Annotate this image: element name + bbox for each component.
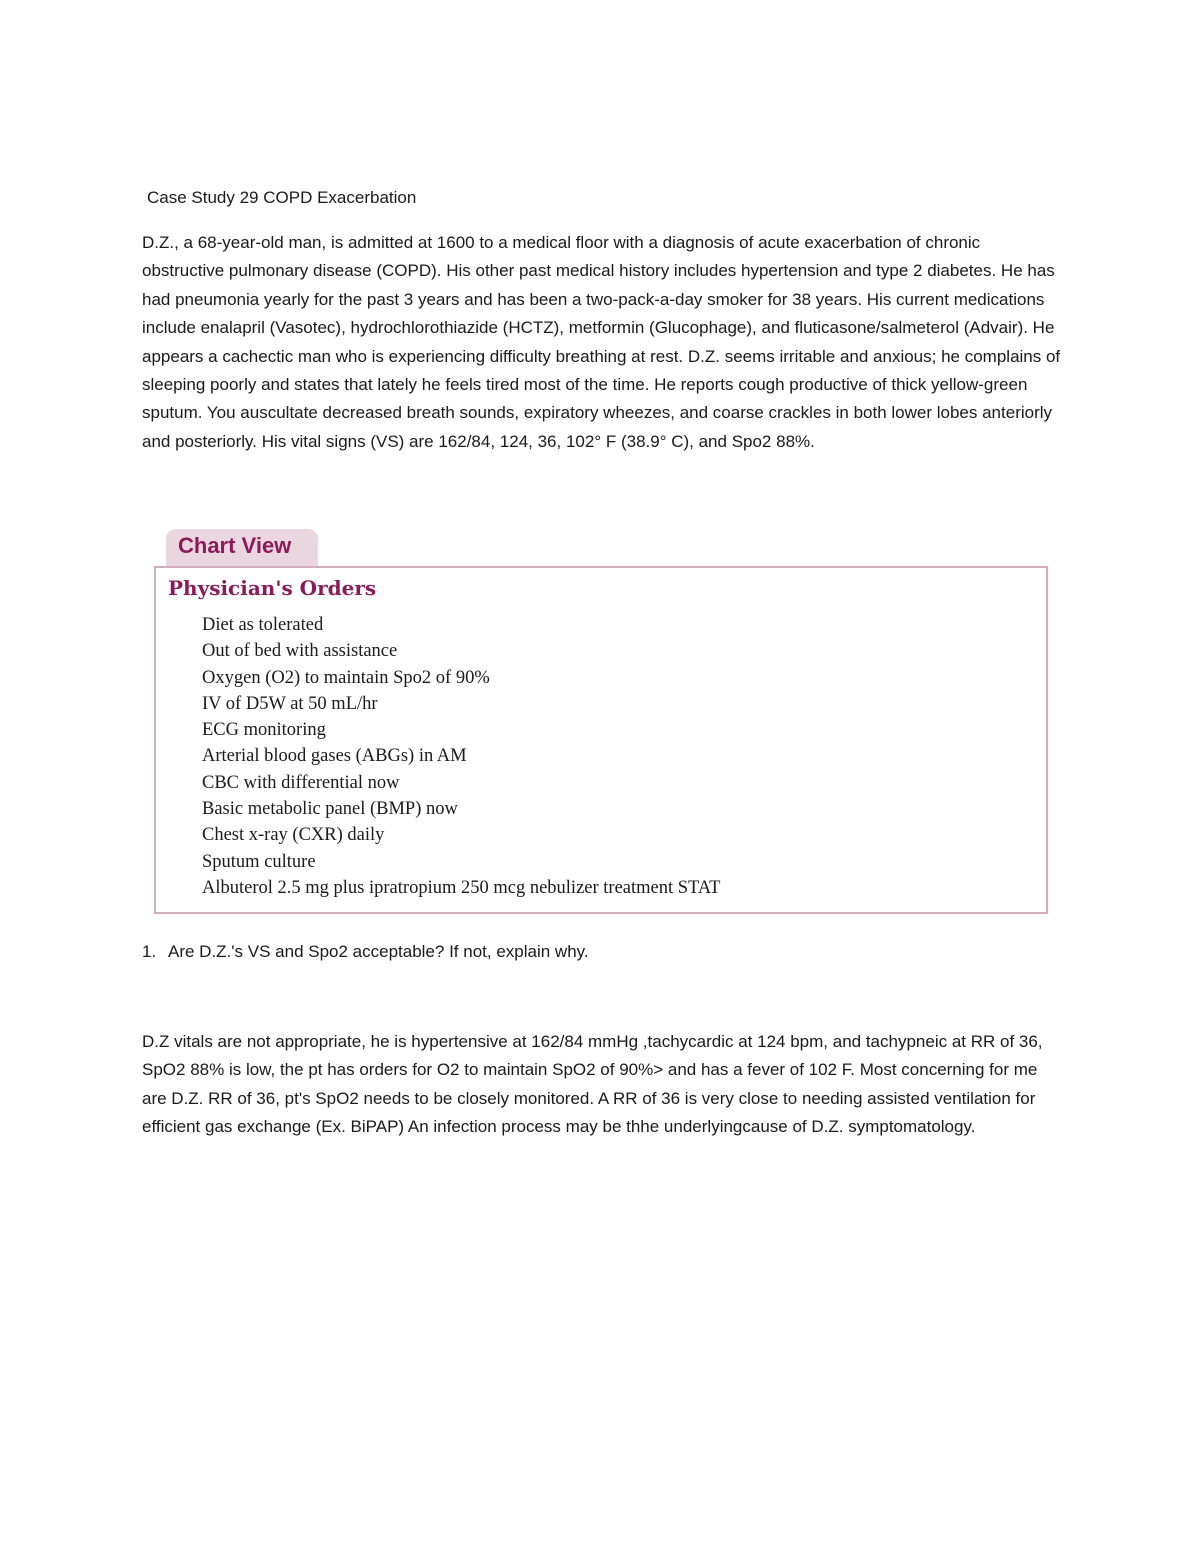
chart-view-tab-label: Chart View [178, 533, 292, 558]
order-item: Arterial blood gases (ABGs) in AM [202, 746, 467, 767]
question-number: 1. [142, 942, 157, 961]
order-item: Sputum culture [202, 851, 316, 872]
physician-orders-box [154, 566, 1048, 914]
order-item: Diet as tolerated [202, 615, 324, 635]
order-item: CBC with differential now [202, 772, 400, 793]
document-title: Case Study 29 COPD Exacerbation [147, 188, 417, 207]
order-item: Chest x-ray (CXR) daily [202, 825, 385, 846]
orders-list [202, 612, 720, 901]
answer-paragraph: D.Z vitals are not appropriate, he is hypertensive at 162/84 mmHg ,tachycardic at 124 bpm, and tachypneic at RR of 36, SpO2 88% is low, the pt has orders for O2 to maintain SpO2 of 90%> and has a fever of 102 F. Most concerning for me are D.Z. RR of 36, pt's SpO2 needs to be closely monitored. A RR of 36 is very close to needing assisted ventilation for efficient gas exchange (Ex. BiPAP) An infection process may be thhe underlyingcause of D.Z. symptomatology. [142, 1032, 1043, 1137]
order-item: IV of D5W at 50 mL/hr [202, 693, 378, 714]
order-item: Basic metabolic panel (BMP) now [202, 799, 458, 820]
question-text: Are D.Z.'s VS and Spo2 acceptable? If not, explain why. [168, 942, 589, 961]
order-item: Out of bed with assistance [202, 641, 398, 662]
order-item: Albuterol 2.5 mg plus ipratropium 250 mcg nebulizer treatment STAT [202, 877, 721, 898]
case-paragraph: D.Z., a 68-year-old man, is admitted at 1600 to a medical floor with a diagnosis of acute exacerbation of chronic obstructive pulmonary disease (COPD). His other past medical history includes hypertension and type 2 diabetes. He has had pneumonia yearly for the past 3 years and has been a two-pack-a-day smoker for 38 years. His current medications include enalapril (Vasotec), hydrochlorothiazide (HCTZ), metformin (Glucophage), and fluticasone/salmeterol (Advair). He appears a cachectic man who is experiencing difficulty breathing at rest. D.Z. seems irritable and anxious; he complains of sleeping poorly and states that lately he feels tired most of the time. He reports cough productive of thick yellow-green sputum. You auscultate decreased breath sounds, expiratory wheezes, and coarse crackles in both lower lobes anteriorly and posteriorly. His vital signs (VS) are 162/84, 124, 36, 102° F (38.9° C), and Spo2 88%. [142, 233, 1061, 451]
order-item: ECG monitoring [202, 720, 326, 741]
physician-orders-heading: Physician's Orders [168, 576, 377, 600]
question-1 [142, 942, 589, 962]
chart-view-tab [166, 529, 318, 567]
order-item: Oxygen (O2) to maintain Spo2 of 90% [202, 667, 490, 688]
